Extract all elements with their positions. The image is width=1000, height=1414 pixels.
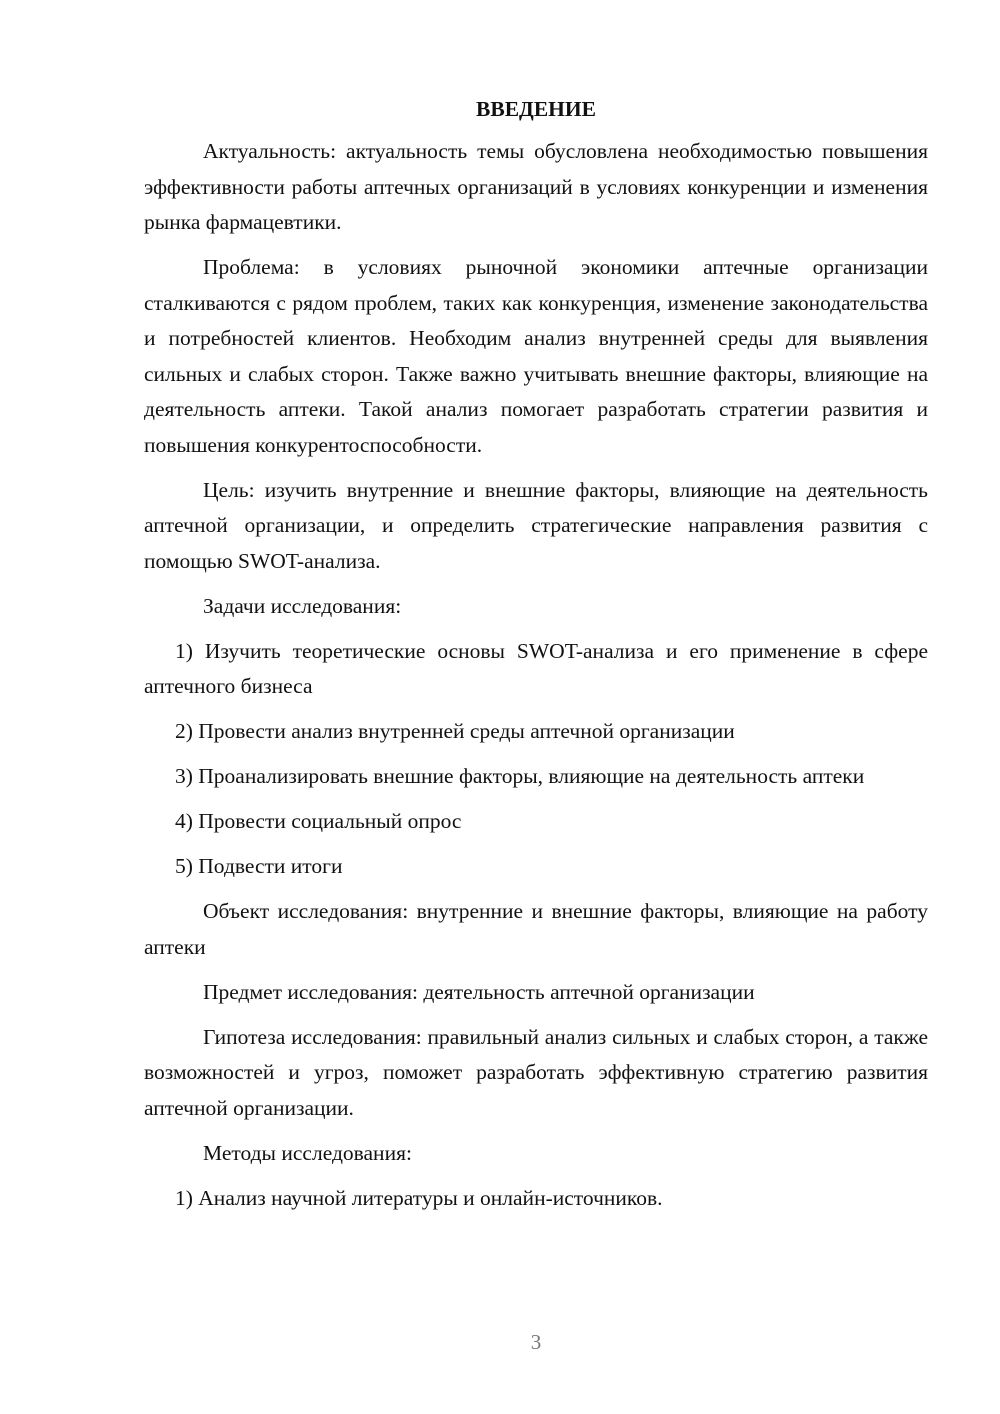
method-item: 1) Анализ научной литературы и онлайн-источников. [175,1185,663,1210]
page-number: 3 [530,1330,542,1354]
task-item: 1) Изучить теоретические основы SWOT-анализа и его применение в сфере аптечного бизнеса [144,638,928,698]
methods-heading: Методы исследования: [203,1140,412,1165]
tasks-list [144,634,928,885]
subject-paragraph: Предмет исследования: деятельность аптечной организации [203,979,755,1004]
task-item: 2) Провести анализ внутренней среды аптечной организации [175,719,735,743]
section-title: ВВЕДЕНИЕ [476,97,596,121]
problem-paragraph: Проблема: в условиях рыночной экономики аптечные организации сталкиваются с рядом проблем, таких как конкуренция, изменение законодательства и потребностей клиентов. Необходим анализ внутренней среды для выявления сильных и слабых сторон. Также важно учитывать внешние факторы, влияющие на деятельность аптеки. Такой анализ помогает разработать стратегии развития и повышения конкурентоспособности. [144,255,928,457]
object-paragraph: Объект исследования: внутренние и внешние факторы, влияющие на работу аптеки [144,899,928,959]
goal-paragraph: Цель: изучить внутренние и внешние факторы, влияющие на деятельность аптечной организации, и определить стратегические направления развития с помощью SWOT-анализа. [144,477,928,573]
relevance-paragraph: Актуальность: актуальность темы обусловлена необходимостью повышения эффективности работы аптечных организаций в условиях конкуренции и изменения рынка фармацевтики. [144,139,928,234]
tasks-heading: Задачи исследования: [203,593,402,618]
task-item: 4) Провести социальный опрос [175,809,462,833]
task-item: 3) Проанализировать внешние факторы, влияющие на деятельность аптеки [175,764,865,788]
task-item: 5) Подвести итоги [175,854,343,878]
hypothesis-paragraph: Гипотеза исследования: правильный анализ сильных и слабых сторон, а также возможностей и угроз, поможет разработать эффективную стратегию развития аптечной организации. [144,1024,928,1120]
methods-list [144,1181,928,1217]
document-page [144,92,928,1226]
